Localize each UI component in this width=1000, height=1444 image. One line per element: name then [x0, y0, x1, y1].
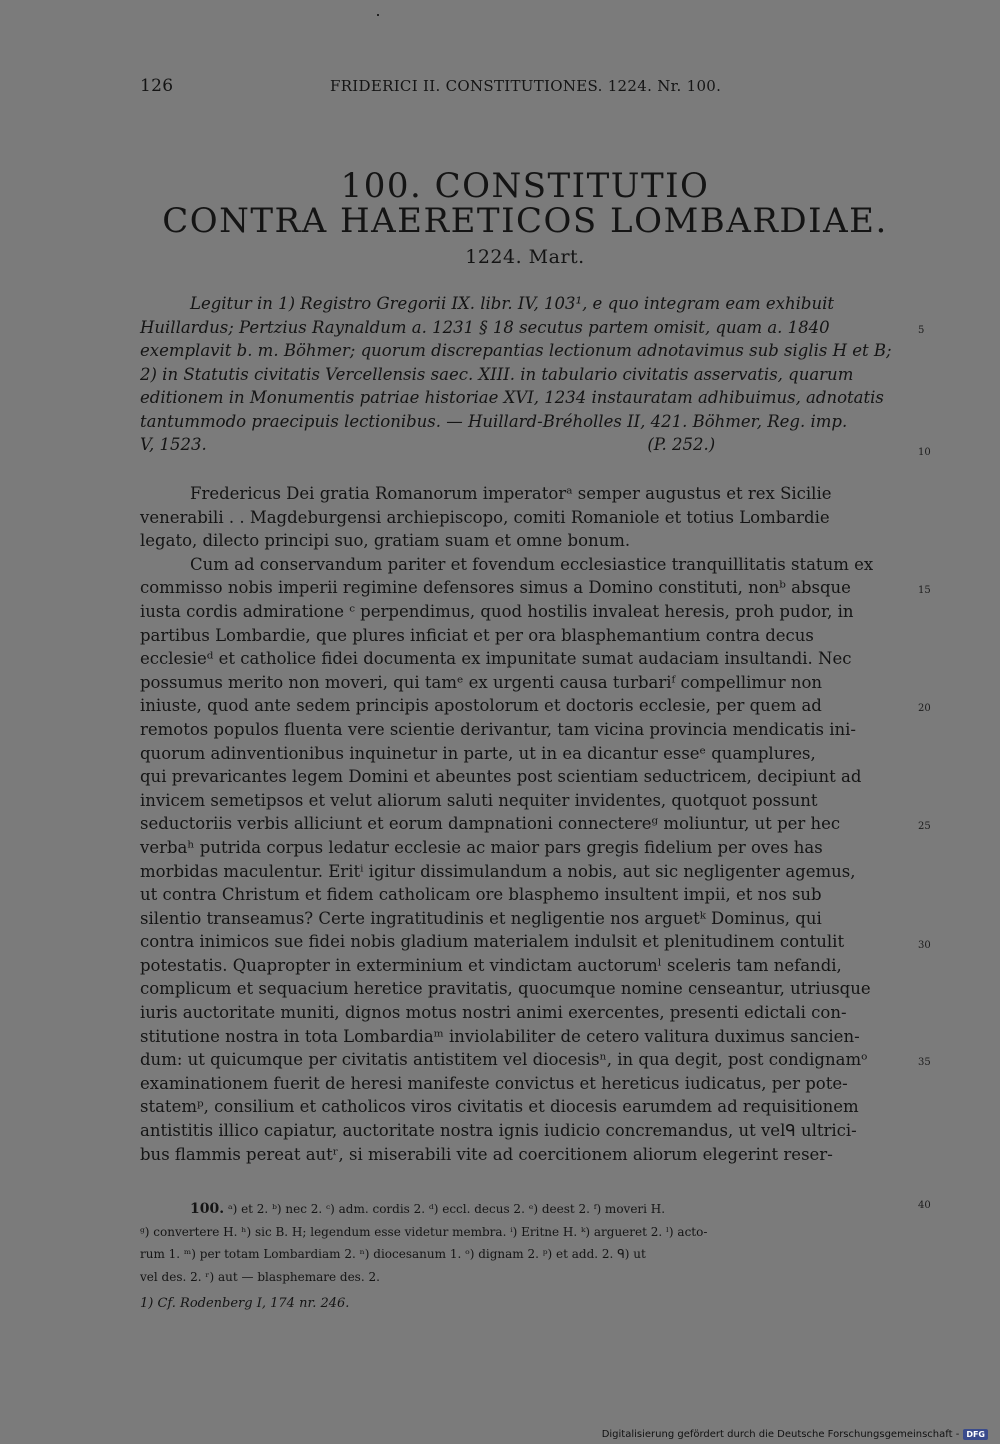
line-number: 20 — [918, 703, 931, 714]
body-line: venerabili . . Magdeburgensi archiepiscopo, comiti Romaniole et totius Lombardie — [140, 507, 830, 527]
document-title-line2: CONTRA HAERETICOS LOMBARDIAE. — [162, 201, 888, 241]
intro-line: 2) in Statutis civitatis Vercellensis saec. XIII. in tabulario civitatis asservatis, quarum — [140, 364, 854, 384]
body-line: ut contra Christum et fidem catholicam ore blasphemo insultent impii, et nos sub — [140, 885, 822, 905]
body-line: examinationem fuerit de heresi manifeste convictus et hereticus iudicatus, per pote- — [140, 1073, 848, 1093]
body-line: morbidas maculentur. Eritⁱ igitur dissimulandum a nobis, aut sic negligenter agemus, — [140, 861, 856, 881]
body-line: Cum ad conservandum pariter et fovendum ecclesiastice tranquillitatis statum ex — [190, 554, 874, 574]
body-line: statemᵖ, consilium et catholicos viros civitatis et diocesis earumdem ad requisitionem — [140, 1097, 859, 1117]
digitization-footer — [602, 1429, 988, 1440]
body-line: commisso nobis imperii regimine defensores simus a Domino constituti, nonᵇ absque — [140, 578, 851, 598]
body-line: bus flammis pereat autʳ, si miserabili vite ad coercitionem aliorum elegerint reser- — [140, 1144, 833, 1164]
notes-line: vel des. 2. ʳ) aut — blasphemare des. 2. — [140, 1269, 380, 1284]
body-line: dum: ut quicumque per civitatis antistitem vel diocesisⁿ, in qua degit, post condignamᵒ — [140, 1050, 868, 1070]
intro-line: exemplavit b. m. Böhmer; quorum discrepantias lectionum adnotavimus sub siglis H et B; — [140, 341, 892, 360]
body-line: iniuste, quod ante sedem principis apostolorum et doctoris ecclesie, per quem ad — [140, 696, 822, 716]
body-line: legato, dilecto principi suo, gratiam suam et omne bonum. — [140, 531, 631, 551]
body-line: complicum et sequacium heretice pravitatis, quocumque nomine censeantur, utriusque — [140, 979, 871, 999]
page-number: 126 — [140, 76, 174, 96]
notes-line: rum 1. ᵐ) per totam Lombardiam 2. ⁿ) diocesanum 1. ᵒ) dignam 2. ᵖ) et add. 2. ᑫ) ut — [140, 1247, 646, 1261]
intro-line: V, 1523. (P. 252.) — [140, 435, 716, 454]
notes-line: ᵃ) et 2. ᵇ) nec 2. ᶜ) adm. cordis 2. ᵈ) eccl. decus 2. ᵉ) deest 2. ᶠ) moveri H. — [227, 1202, 666, 1216]
document-date: 1224. Mart. — [465, 246, 585, 268]
line-number: 5 — [918, 325, 925, 336]
body-line: silentio transeamus? Certe ingratitudinis et negligentie nos arguetᵏ Dominus, qui — [140, 908, 822, 928]
body-line: invicem semetipsos et velut aliorum saluti nequiter invidentes, quotquot possunt — [140, 790, 818, 810]
body-line: potestatis. Quapropter in exterminium et vindictam auctorumˡ sceleris tam nefandi, — [140, 955, 842, 975]
body-line: Fredericus Dei gratia Romanorum imperatorᵃ semper augustus et rex Sicilie — [190, 484, 832, 503]
footnote: 1) Cf. Rodenberg I, 174 nr. 246. — [140, 1296, 350, 1311]
document-body — [140, 482, 910, 1166]
body-line: quorum adinventionibus inquinetur in parte, ut in ea dicantur esseᵉ quamplures, — [140, 743, 816, 763]
body-line: contra inimicos sue fidei nobis gladium materialem indulsit et plenitudinem contulit — [140, 932, 845, 952]
notes-number: 100. — [190, 1201, 225, 1217]
dfg-logo: DFG — [963, 1429, 988, 1440]
body-line: partibus Lombardie, que plures inficiat et per ora blasphemantium contra decus — [140, 625, 814, 645]
body-line: qui prevaricantes legem Domini et abeuntes post scientiam seductricem, decipiunt ad — [140, 767, 862, 787]
notes-line: ᵍ) convertere H. ʰ) sic B. H; legendum esse videtur membra. ⁱ) Eritne H. ᵏ) argueret 2. ˡ) acto- — [140, 1224, 708, 1239]
body-line: possumus merito non moveri, qui tamᵉ ex urgenti causa turbariᶠ compellimur non — [140, 672, 823, 692]
line-number: 30 — [918, 940, 931, 951]
line-number: 10 — [918, 447, 931, 458]
running-header — [140, 76, 910, 98]
document-title-line1: 100. CONSTITUTIO — [340, 166, 710, 206]
body-line: iusta cordis admiratione ᶜ perpendimus, quod hostilis invaleat heresis, proh pudor, in — [140, 601, 854, 621]
source-description — [140, 292, 910, 457]
body-line: iuris auctoritate muniti, dignos motus nostri animi exercentes, presenti edictali con- — [140, 1003, 847, 1023]
scan-speck — [377, 14, 379, 16]
intro-line: tantummodo praecipuis lectionibus. — Huillard-Bréholles II, 421. Böhmer, Reg. imp. — [140, 411, 848, 431]
line-number: 15 — [918, 585, 931, 596]
intro-line: Huillardus; Pertzius Raynaldum a. 1231 § 18 secutus partem omisit, quam a. 1840 — [140, 317, 830, 337]
body-line: antistitis illico capiatur, auctoritate nostra ignis iudicio concremandus, ut velᑫ ultrici- — [140, 1121, 857, 1141]
body-line: seductoriis verbis alliciunt et eorum dampnationi connectereᵍ moliuntur, ut per hec — [140, 814, 841, 834]
body-line: stitutione nostra in tota Lombardiaᵐ inviolabiliter de cetero valitura duximus sancien- — [140, 1026, 860, 1046]
body-line: remotos populos fluenta vere scientie derivantur, tam vicina provincia mendicatis ini- — [140, 719, 856, 739]
intro-line: editionem in Monumentis patriae historiae XVI, 1234 instauratam adhibuimus, adnotatis — [140, 388, 884, 407]
line-number: 25 — [918, 821, 931, 832]
intro-line: Legitur in 1) Registro Gregorii IX. libr. IV, 103¹, e quo integram eam exhibuit — [190, 294, 834, 313]
body-line: verbaʰ putrida corpus ledatur ecclesie ac maior pars gregis fidelium per oves has — [140, 837, 823, 857]
critical-apparatus — [140, 1198, 910, 1288]
line-number: 40 — [918, 1200, 931, 1211]
line-number: 35 — [918, 1057, 931, 1068]
body-line: ecclesieᵈ et catholice fidei documenta ex impunitate sumat audaciam insultandi. Nec — [140, 649, 852, 669]
footer-text: Digitalisierung gefördert durch die Deutsche Forschungsgemeinschaft - — [601, 1429, 960, 1440]
running-title: FRIDERICI II. CONSTITUTIONES. 1224. Nr. 100. — [330, 77, 722, 95]
